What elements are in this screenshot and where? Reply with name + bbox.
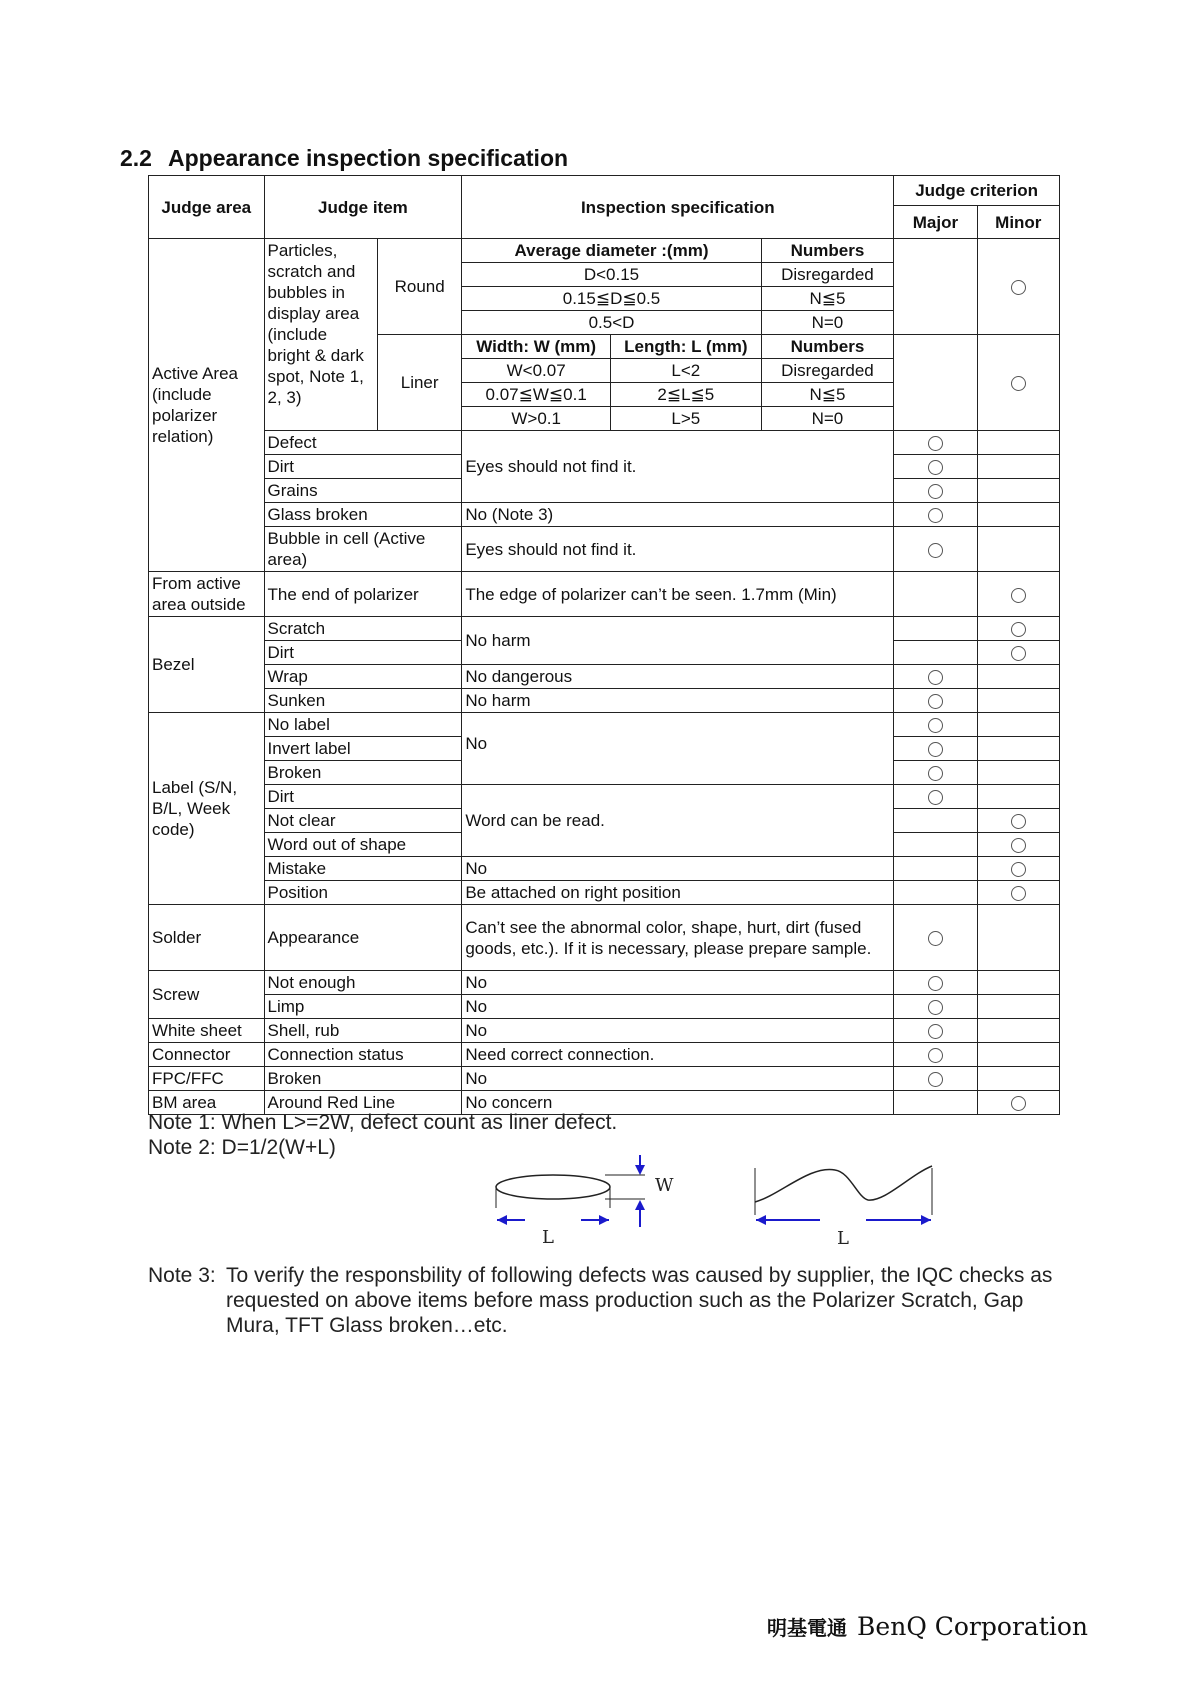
minor-cell	[977, 713, 1059, 737]
spec-label-no: No	[462, 713, 894, 785]
major-cell	[894, 905, 977, 971]
item-wrap: Wrap	[264, 665, 462, 689]
table-row	[149, 503, 1060, 527]
major-cell	[894, 665, 977, 689]
major-cell	[894, 1091, 977, 1115]
item-not-enough: Not enough	[264, 971, 462, 995]
item-dirt: Dirt	[264, 641, 462, 665]
minor-cell	[977, 617, 1059, 641]
item-liner: Liner	[377, 335, 461, 431]
liner-cell: N=0	[761, 407, 894, 431]
major-cell	[894, 455, 977, 479]
note-3	[148, 1263, 1078, 1338]
liner-col-numbers: Numbers	[761, 335, 894, 359]
header-inspection-spec: Inspection specification	[462, 176, 894, 239]
section-title: Appearance inspection specification	[167, 145, 569, 171]
round-cell: 0.5<D	[462, 311, 761, 335]
note-1: Note 1: When L>=2W, defect count as liner defect.	[148, 1111, 618, 1134]
arrow-w-top-head	[635, 1165, 645, 1175]
major-circle-icon	[928, 484, 943, 499]
minor-circle-icon	[1011, 280, 1026, 295]
minor-cell	[977, 857, 1059, 881]
minor-cell	[977, 761, 1059, 785]
section-number: 2.2	[120, 145, 152, 171]
major-cell	[894, 641, 977, 665]
major-cell	[894, 431, 977, 455]
item-end-polarizer: The end of polarizer	[264, 572, 462, 617]
major-cell	[894, 572, 977, 617]
note-3-text: To verify the responsbility of following defects was caused by supplier, the IQC checks as requested on above items before mass production such as the Polarizer Scratch, Gap Mura, TFT Glass broken…etc.	[226, 1264, 1053, 1337]
item-particles: Particles, scratch and bubbles in display area (include bright & dark spot, Note 1, 2, 3)	[264, 239, 377, 431]
minor-cell	[977, 995, 1059, 1019]
minor-cell	[977, 905, 1059, 971]
major-cell	[894, 1067, 977, 1091]
spec-eyes: Eyes should not find it.	[462, 431, 894, 503]
major-circle-icon	[928, 670, 943, 685]
liner-col-width: Width: W (mm)	[462, 335, 611, 359]
item-glass-broken: Glass broken	[264, 503, 462, 527]
major-circle-icon	[928, 1000, 943, 1015]
round-cell: D<0.15	[462, 263, 761, 287]
major-cell	[894, 617, 977, 641]
major-circle-icon	[928, 1072, 943, 1087]
table-row	[149, 689, 1060, 713]
arrow-w-bottom-head	[635, 1200, 645, 1210]
minor-circle-icon	[1011, 376, 1026, 391]
footer-company: BenQ Corporation	[857, 1612, 1088, 1641]
header-row	[149, 176, 1060, 206]
spec-position: Be attached on right position	[462, 881, 894, 905]
minor-cell	[977, 665, 1059, 689]
minor-circle-icon	[1011, 814, 1026, 829]
table-row	[149, 1067, 1060, 1091]
item-connection-status: Connection status	[264, 1043, 462, 1067]
table-row	[149, 785, 1060, 809]
header-major: Major	[894, 206, 977, 239]
minor-cell	[977, 1043, 1059, 1067]
spec-bm: No concern	[462, 1091, 894, 1115]
arrow-left-head	[756, 1215, 766, 1225]
major-cell	[894, 881, 977, 905]
major-cell	[894, 1019, 977, 1043]
section-heading	[120, 145, 568, 172]
area-bm: BM area	[149, 1091, 265, 1115]
minor-cell	[977, 431, 1059, 455]
item-not-clear: Not clear	[264, 809, 462, 833]
item-defect: Defect	[264, 431, 462, 455]
table-row	[149, 881, 1060, 905]
major-cell	[894, 971, 977, 995]
major-circle-icon	[928, 790, 943, 805]
spec-no-harm: No harm	[462, 617, 894, 665]
area-white-sheet: White sheet	[149, 1019, 265, 1043]
minor-cell	[977, 455, 1059, 479]
spec-bubble: Eyes should not find it.	[462, 527, 894, 572]
round-cell: Disregarded	[761, 263, 894, 287]
major-cell	[894, 995, 977, 1019]
item-position: Position	[264, 881, 462, 905]
inspection-spec-table	[148, 175, 1060, 1115]
minor-cell	[977, 641, 1059, 665]
item-red-line: Around Red Line	[264, 1091, 462, 1115]
minor-cell	[977, 809, 1059, 833]
liner-cell: Disregarded	[761, 359, 894, 383]
liner-cell: 2≦L≦5	[610, 383, 761, 407]
area-label: Label (S/N, B/L, Week code)	[149, 713, 265, 905]
major-cell	[894, 713, 977, 737]
major-circle-icon	[928, 1024, 943, 1039]
minor-cell	[977, 1067, 1059, 1091]
table-row	[149, 1043, 1060, 1067]
major-circle-icon	[928, 436, 943, 451]
major-circle-icon	[928, 694, 943, 709]
minor-circle-icon	[1011, 646, 1026, 661]
spec-fpc: No	[462, 1067, 894, 1091]
round-cell: N=0	[761, 311, 894, 335]
table-row	[149, 995, 1060, 1019]
table-row	[149, 713, 1060, 737]
spec-connector: Need correct connection.	[462, 1043, 894, 1067]
header-minor: Minor	[977, 206, 1059, 239]
major-cell	[894, 479, 977, 503]
round-cell: N≦5	[761, 287, 894, 311]
item-sunken: Sunken	[264, 689, 462, 713]
major-circle-icon	[928, 931, 943, 946]
major-circle-icon	[928, 460, 943, 475]
spec-glass-broken: No (Note 3)	[462, 503, 894, 527]
minor-circle-icon	[1011, 622, 1026, 637]
header-judge-item: Judge item	[264, 176, 462, 239]
item-round: Round	[377, 239, 461, 335]
label-l1: L	[542, 1227, 554, 1248]
minor-cell	[977, 785, 1059, 809]
minor-circle-icon	[1011, 1096, 1026, 1111]
item-bubble-cell: Bubble in cell (Active area)	[264, 527, 462, 572]
item-limp: Limp	[264, 995, 462, 1019]
item-word-shape: Word out of shape	[264, 833, 462, 857]
arrow-left-head	[497, 1215, 507, 1225]
minor-cell	[977, 503, 1059, 527]
area-connector: Connector	[149, 1043, 265, 1067]
liner-cell: W>0.1	[462, 407, 611, 431]
round-cell: 0.15≦D≦0.5	[462, 287, 761, 311]
arrow-right-head	[921, 1215, 931, 1225]
note-3-label: Note 3:	[148, 1264, 216, 1287]
table-row	[149, 857, 1060, 881]
major-cell	[894, 689, 977, 713]
spec-white-sheet: No	[462, 1019, 894, 1043]
major-circle-icon	[928, 543, 943, 558]
major-cell	[894, 809, 977, 833]
minor-cell	[977, 737, 1059, 761]
major-cell	[894, 761, 977, 785]
table-row	[149, 431, 1060, 455]
round-minor-cell	[977, 239, 1059, 335]
area-from-active: From active area outside	[149, 572, 265, 617]
item-mistake: Mistake	[264, 857, 462, 881]
spec-limp: No	[462, 995, 894, 1019]
table-row	[149, 527, 1060, 572]
label-w: W	[655, 1175, 674, 1196]
liner-minor-cell	[977, 335, 1059, 431]
area-fpc: FPC/FFC	[149, 1067, 265, 1091]
major-circle-icon	[928, 976, 943, 991]
label-l2: L	[837, 1228, 849, 1249]
liner-major-cell	[894, 335, 977, 431]
liner-cell: 0.07≦W≦0.1	[462, 383, 611, 407]
area-screw: Screw	[149, 971, 265, 1019]
area-bezel: Bezel	[149, 617, 265, 713]
table-row	[149, 665, 1060, 689]
minor-cell	[977, 479, 1059, 503]
round-col-numbers: Numbers	[761, 239, 894, 263]
major-circle-icon	[928, 1048, 943, 1063]
major-circle-icon	[928, 508, 943, 523]
major-cell	[894, 857, 977, 881]
spec-solder: Can’t see the abnormal color, shape, hurt, dirt (fused goods, etc.). If it is necessary, please prepare sample.	[462, 905, 894, 971]
item-invert-label: Invert label	[264, 737, 462, 761]
item-grains: Grains	[264, 479, 462, 503]
item-appearance: Appearance	[264, 905, 462, 971]
minor-cell	[977, 833, 1059, 857]
liner-col-length: Length: L (mm)	[610, 335, 761, 359]
liner-cell: L<2	[610, 359, 761, 383]
item-dirt: Dirt	[264, 455, 462, 479]
spec-sunken: No harm	[462, 689, 894, 713]
major-cell	[894, 785, 977, 809]
minor-cell	[977, 971, 1059, 995]
round-major-cell	[894, 239, 977, 335]
footer-chinese-name: 明基電通	[767, 1616, 848, 1640]
liner-cell: L>5	[610, 407, 761, 431]
minor-circle-icon	[1011, 886, 1026, 901]
minor-cell	[977, 1019, 1059, 1043]
major-cell	[894, 737, 977, 761]
liner-cell: N≦5	[761, 383, 894, 407]
item-dirt: Dirt	[264, 785, 462, 809]
major-circle-icon	[928, 718, 943, 733]
ellipse-shape	[496, 1175, 610, 1199]
arrow-right-head	[599, 1215, 609, 1225]
spec-mistake: No	[462, 857, 894, 881]
note-2: Note 2: D=1/2(W+L)	[148, 1136, 336, 1159]
area-active: Active Area (include polarizer relation)	[149, 239, 265, 572]
header-judge-criterion: Judge criterion	[894, 176, 1060, 206]
header-judge-area: Judge area	[149, 176, 265, 239]
major-cell	[894, 833, 977, 857]
liner-cell: W<0.07	[462, 359, 611, 383]
wave-shape	[755, 1166, 932, 1202]
table-row	[149, 905, 1060, 971]
spec-end-polarizer: The edge of polarizer can’t be seen. 1.7mm (Min)	[462, 572, 894, 617]
table-row	[149, 617, 1060, 641]
minor-cell	[977, 689, 1059, 713]
spec-wrap: No dangerous	[462, 665, 894, 689]
table-row	[149, 971, 1060, 995]
spec-not-enough: No	[462, 971, 894, 995]
major-cell	[894, 527, 977, 572]
item-scratch: Scratch	[264, 617, 462, 641]
table-row	[149, 239, 1060, 263]
minor-circle-icon	[1011, 838, 1026, 853]
major-cell	[894, 503, 977, 527]
minor-cell	[977, 1091, 1059, 1115]
round-col-diameter: Average diameter :(mm)	[462, 239, 761, 263]
spec-word-read: Word can be read.	[462, 785, 894, 857]
major-circle-icon	[928, 766, 943, 781]
item-broken: Broken	[264, 761, 462, 785]
minor-circle-icon	[1011, 862, 1026, 877]
liner-defect-diagram	[750, 1160, 950, 1255]
item-no-label: No label	[264, 713, 462, 737]
item-broken: Broken	[264, 1067, 462, 1091]
major-circle-icon	[928, 742, 943, 757]
table-row	[149, 1019, 1060, 1043]
minor-cell	[977, 527, 1059, 572]
round-defect-diagram	[485, 1155, 675, 1255]
table-row	[149, 572, 1060, 617]
footer-brand	[767, 1612, 1088, 1641]
minor-cell	[977, 881, 1059, 905]
major-cell	[894, 1043, 977, 1067]
item-shell-rub: Shell, rub	[264, 1019, 462, 1043]
minor-cell	[977, 572, 1059, 617]
area-solder: Solder	[149, 905, 265, 971]
minor-circle-icon	[1011, 588, 1026, 603]
